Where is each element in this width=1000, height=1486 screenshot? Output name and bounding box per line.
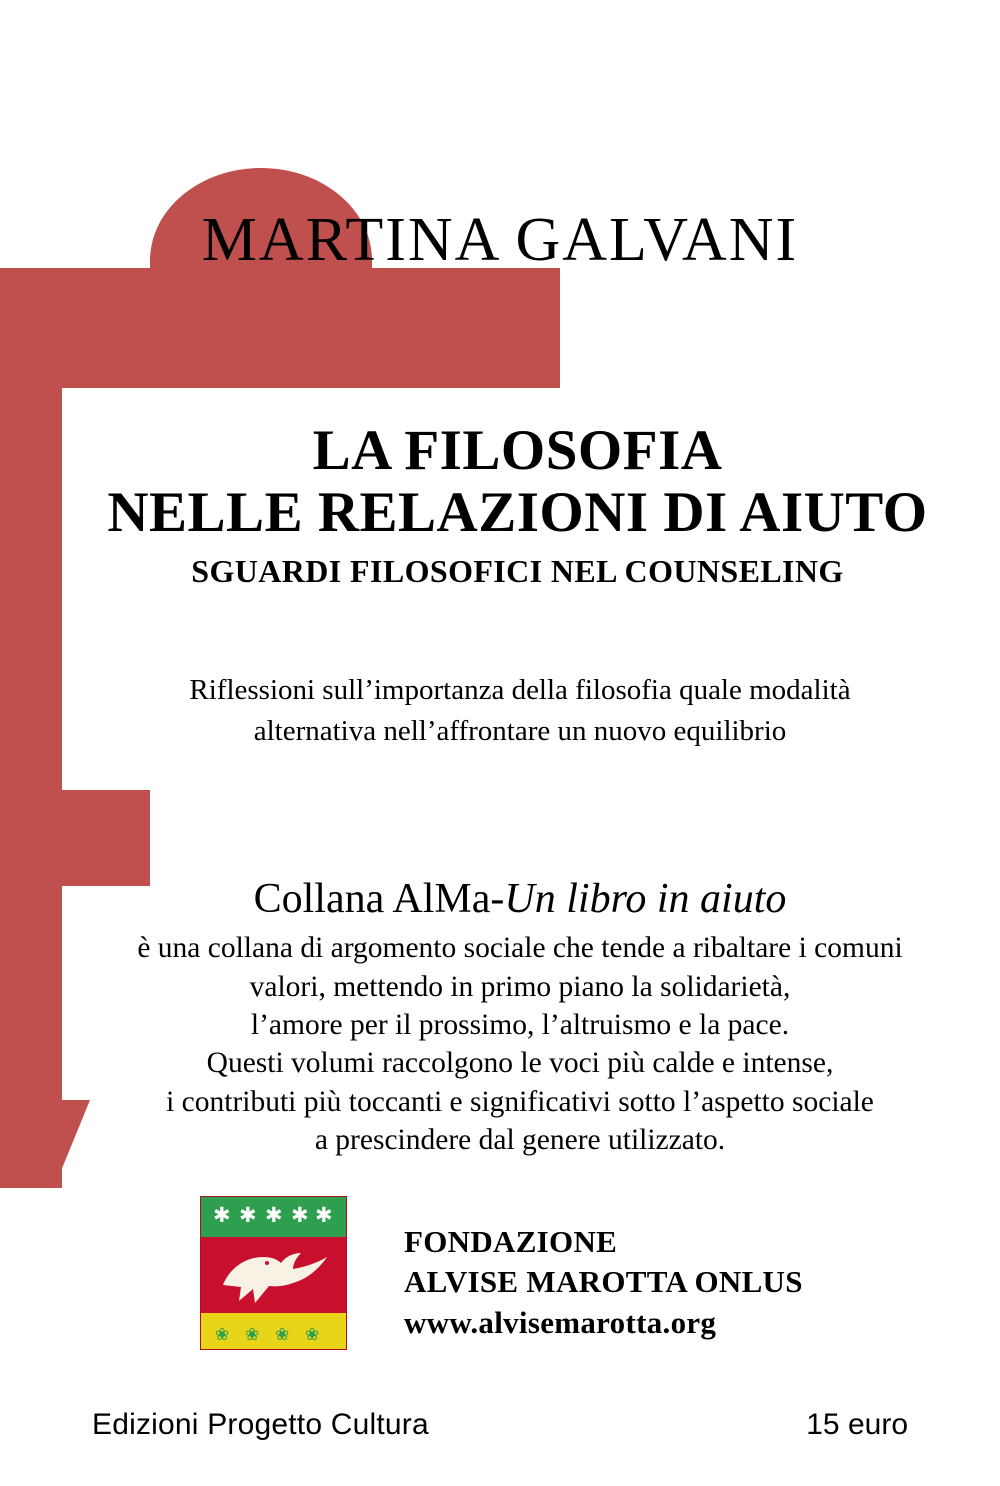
series-description-line: a prescindere dal genere utilizzato. xyxy=(314,1124,726,1157)
foundation-line-1: FONDAZIONE xyxy=(404,1224,618,1259)
star-icon: ✱ xyxy=(213,1203,231,1227)
publisher-name: Edizioni Progetto Cultura xyxy=(92,1408,429,1441)
series-description-line: è una collana di argomento sociale che tende a ribaltare i comuni xyxy=(137,932,903,965)
sprig-icon: ❀ xyxy=(275,1325,290,1345)
decorative-red-mid-arm xyxy=(0,790,150,886)
series-description xyxy=(60,929,980,1159)
title-line-2: NELLE RELAZIONI DI AIUTO xyxy=(107,480,928,544)
series-description-line: i contributi più toccanti e significativi sotto l’aspetto sociale xyxy=(166,1085,874,1118)
sprig-icon: ❀ xyxy=(245,1325,260,1345)
foundation-block xyxy=(404,1222,803,1343)
star-icon: ✱ xyxy=(239,1203,257,1227)
star-icon: ✱ xyxy=(291,1203,309,1227)
star-icon: ✱ xyxy=(315,1203,333,1227)
blurb-line-2: alternativa nell’affrontare un nuovo equilibrio xyxy=(253,715,787,748)
blurb xyxy=(80,670,960,752)
series-description-line: Questi volumi raccolgono le voci più calde e intense, xyxy=(206,1047,834,1080)
series-description-line: l’amore per il prossimo, l’altruismo e la pace. xyxy=(250,1008,790,1041)
foundation-logo xyxy=(200,1196,347,1350)
sprig-icon: ❀ xyxy=(305,1325,320,1345)
sprig-icon: ❀ xyxy=(215,1325,230,1345)
price-label: 15 euro xyxy=(806,1408,908,1441)
subtitle: SGUARDI FILOSOFICI NEL COUNSELING xyxy=(191,553,844,590)
title-block xyxy=(55,420,980,590)
author-name: MARTINA GALVANI xyxy=(201,206,799,274)
foundation-website[interactable]: www.alvisemarotta.org xyxy=(404,1304,717,1340)
star-icon: ✱ xyxy=(265,1203,283,1227)
dove-icon xyxy=(215,1239,333,1311)
series-name-plain: Collana AlMa- xyxy=(253,876,505,922)
foundation-line-2: ALVISE MAROTTA ONLUS xyxy=(404,1264,803,1300)
decorative-red-top-arm xyxy=(0,268,560,388)
series-title xyxy=(60,875,980,923)
series-description-line: valori, mettendo in primo piano la solidarietà, xyxy=(249,970,791,1003)
series-name-italic: Un libro in aiuto xyxy=(504,876,787,922)
title-line-1: LA FILOSOFIA xyxy=(312,419,723,482)
series-block xyxy=(60,875,980,1159)
decorative-red-stem xyxy=(0,268,62,1188)
blurb-line-1: Riflessioni sull’importanza della filosofia quale modalità xyxy=(189,674,851,706)
